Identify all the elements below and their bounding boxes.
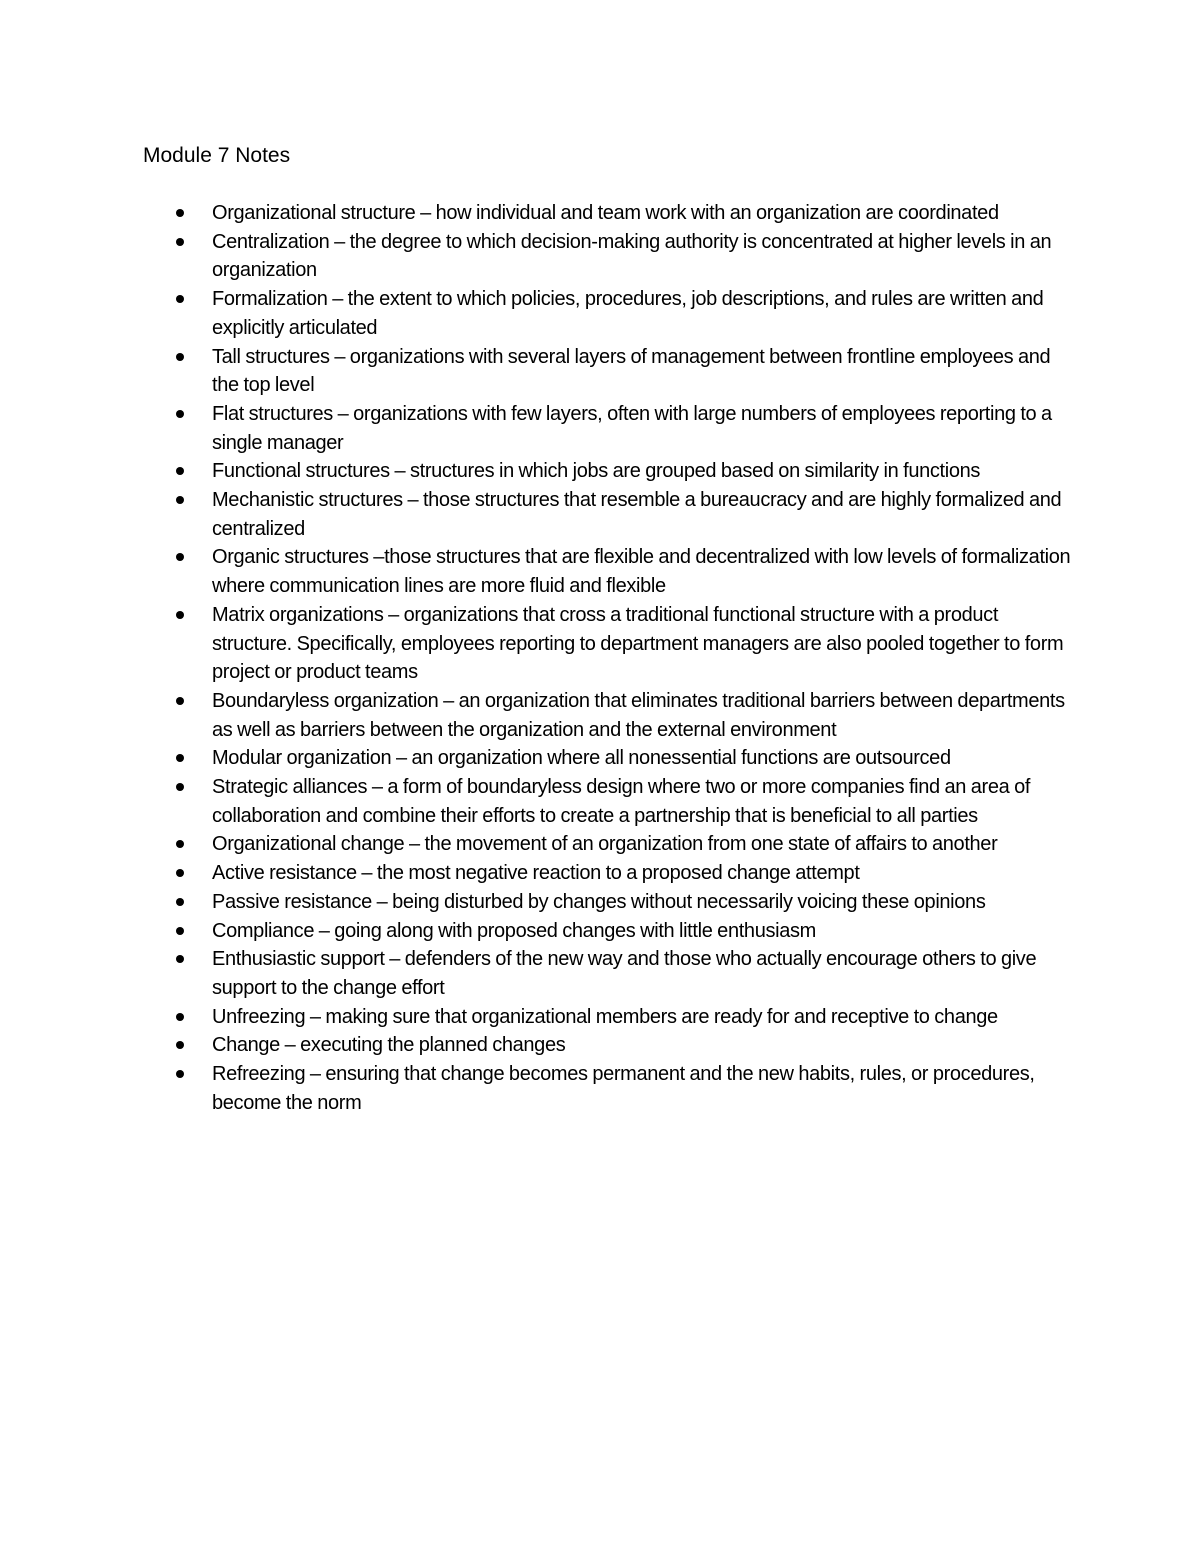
- note-text: Compliance – going along with proposed changes with little enthusiasm: [212, 919, 816, 942]
- note-text: Matrix organizations – organizations that cross a traditional functional structure with a product structure. Specifically, employees reporting to department managers are also pooled together to form project or product teams: [212, 603, 1064, 684]
- bullet-icon: [176, 467, 184, 475]
- note-text: Organic structures –those structures that are flexible and decentralized with low levels of formalization where communication lines are more fluid and flexible: [212, 546, 1071, 598]
- bullet-icon: [176, 295, 184, 303]
- bullet-icon: [176, 754, 184, 762]
- note-text: Organizational change – the movement of an organization from one state of affairs to another: [212, 833, 998, 856]
- note-text: Centralization – the degree to which decision-making authority is concentrated at higher levels in an organization: [212, 230, 1052, 282]
- bullet-icon: [176, 869, 184, 877]
- note-item: [143, 773, 1073, 830]
- note-item: [143, 687, 1073, 744]
- bullet-icon: [176, 927, 184, 935]
- note-text: Formalization – the extent to which policies, procedures, job descriptions, and rules are written and explicitly articulated: [212, 288, 1044, 339]
- note-item: [143, 457, 1073, 486]
- notes-list: [143, 199, 1073, 1118]
- note-text: Change – executing the planned changes: [212, 1034, 566, 1057]
- bullet-icon: [176, 783, 184, 791]
- bullet-icon: [176, 553, 184, 561]
- bullet-icon: [176, 496, 184, 504]
- note-item: [143, 859, 1073, 888]
- note-item: [143, 1003, 1073, 1032]
- bullet-icon: [176, 1070, 184, 1078]
- note-item: [143, 888, 1073, 917]
- note-item: [143, 830, 1073, 859]
- bullet-icon: [176, 898, 184, 906]
- note-text: Boundaryless organization – an organization that eliminates traditional barriers between departments as well as barriers between the organization and the external environment: [212, 689, 1065, 741]
- bullet-icon: [176, 1013, 184, 1021]
- note-text: Refreezing – ensuring that change becomes permanent and the new habits, rules, or procedures, become the norm: [212, 1063, 1035, 1114]
- note-item: [143, 1031, 1073, 1060]
- bullet-icon: [176, 955, 184, 963]
- note-text: Strategic alliances – a form of boundaryless design where two or more companies find an area of collaboration and combine their efforts to create a partnership that is beneficial to all parties: [212, 776, 1031, 827]
- note-text: Mechanistic structures – those structures that resemble a bureaucracy and are highly formalized and centralized: [212, 489, 1062, 540]
- note-item: [143, 543, 1073, 600]
- note-text: Modular organization – an organization where all nonessential functions are outsourced: [212, 747, 951, 770]
- document-title: Module 7 Notes: [143, 144, 291, 167]
- note-item: [143, 400, 1073, 457]
- note-item: [143, 343, 1073, 400]
- note-item: [143, 744, 1073, 773]
- note-text: Functional structures – structures in which jobs are grouped based on similarity in functions: [212, 460, 981, 483]
- note-item: [143, 199, 1073, 228]
- note-item: [143, 917, 1073, 946]
- bullet-icon: [176, 840, 184, 848]
- note-item: [143, 601, 1073, 687]
- note-text: Enthusiastic support – defenders of the new way and those who actually encourage others to give support to the change effort: [212, 948, 1037, 999]
- note-item: [143, 1060, 1073, 1117]
- note-item: [143, 945, 1073, 1002]
- bullet-icon: [176, 238, 184, 246]
- bullet-icon: [176, 1041, 184, 1049]
- bullet-icon: [176, 697, 184, 705]
- note-text: Unfreezing – making sure that organizational members are ready for and receptive to change: [212, 1005, 998, 1028]
- note-text: Tall structures – organizations with several layers of management between frontline employees and the top level: [212, 345, 1051, 397]
- bullet-icon: [176, 209, 184, 217]
- bullet-icon: [176, 611, 184, 619]
- note-item: [143, 285, 1073, 342]
- note-text: Passive resistance – being disturbed by changes without necessarily voicing these opinions: [212, 890, 986, 913]
- bullet-icon: [176, 410, 184, 418]
- note-text: Flat structures – organizations with few layers, often with large numbers of employees reporting to a single manager: [212, 402, 1052, 454]
- note-text: Organizational structure – how individual and team work with an organization are coordinated: [212, 202, 999, 224]
- bullet-icon: [176, 353, 184, 361]
- note-item: [143, 228, 1073, 285]
- note-item: [143, 486, 1073, 543]
- note-text: Active resistance – the most negative reaction to a proposed change attempt: [212, 862, 860, 885]
